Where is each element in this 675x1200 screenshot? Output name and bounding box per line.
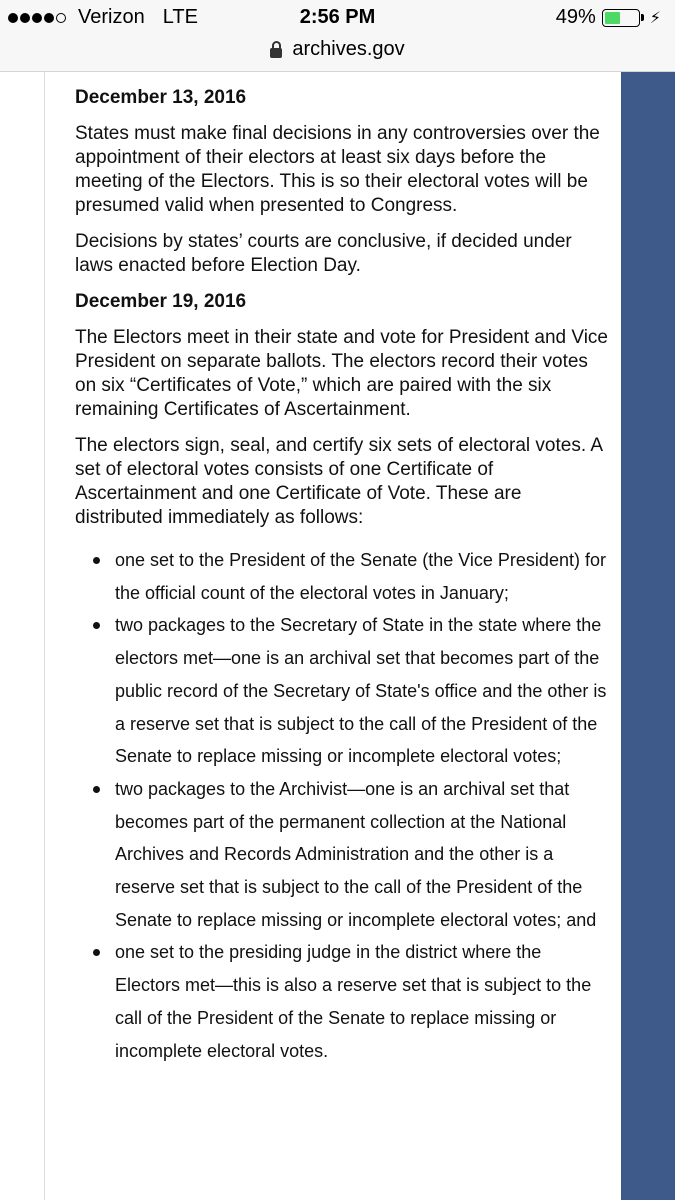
paragraph: States must make final decisions in any controversies over the appointment of their electors at least six days before the meeting of the Electors. This is so their electoral votes will be presumed valid when presented to Congress. [75,123,600,216]
distribution-list [75,544,611,1067]
list-item-text: one set to the presiding judge in the district where the Electors met—this is also a reserve set that is subject to the call of the President of the Senate to replace missing or incomplete electoral votes. [115,942,592,1061]
bullet-icon [93,949,100,956]
list-item [75,936,611,1067]
list-item [75,544,611,609]
bullet-icon [93,786,100,793]
bullet-icon [93,622,100,629]
paragraph: The electors sign, seal, and certify six sets of electoral votes. A set of electoral votes consists of one Certificate of Ascertainment and one Certificate of Vote. These are distributed immediately as follows: [75,435,602,528]
paragraph: The Electors meet in their state and vote for President and Vice President on separate ballots. The electors record their votes on six “Certificates of Vote,” which are paired with the six remaining Certificates of Ascertainment. [75,327,608,420]
list-item-text: two packages to the Archivist—one is an archival set that becomes part of the permanent collection at the National Archives and Records Administration and the other is a reserve set that is subject to the call of the President of the Senate to replace missing or incomplete electoral votes; and [115,778,597,930]
carrier-name: Verizon [78,6,145,28]
section-date-heading: December 13, 2016 [75,87,247,108]
article-content [75,86,611,1067]
list-item-text: two packages to the Secretary of State in the state where the electors met—one is an archival set that becomes part of the public record of the Secretary of State's office and the other is a reserve set that is subject to the call of the President of the Senate to replace missing or incomplete electoral votes; [115,615,607,767]
battery-status [556,6,661,29]
section-date-heading: December 19, 2016 [75,291,247,312]
address-bar[interactable] [0,36,675,72]
paragraph: Decisions by states’ courts are conclusive, if decided under laws enacted before Election Day. [75,231,572,276]
battery-icon [602,9,640,27]
list-item-text: one set to the President of the Senate (the Vice President) for the official count of the electoral votes in January; [115,550,606,603]
network-type: LTE [162,6,198,28]
status-bar [0,0,675,36]
list-item [75,773,611,937]
web-page [0,72,675,1200]
charging-bolt-icon: ⚡ [649,9,661,27]
url-domain[interactable]: archives.gov [292,38,405,60]
page-left-border [44,72,45,1200]
right-sidebar [621,72,675,1200]
battery-percent: 49% [555,6,596,28]
list-item [75,609,611,773]
lock-icon [270,48,282,58]
clock: 2:56 PM [299,6,376,28]
bullet-icon [93,557,100,564]
